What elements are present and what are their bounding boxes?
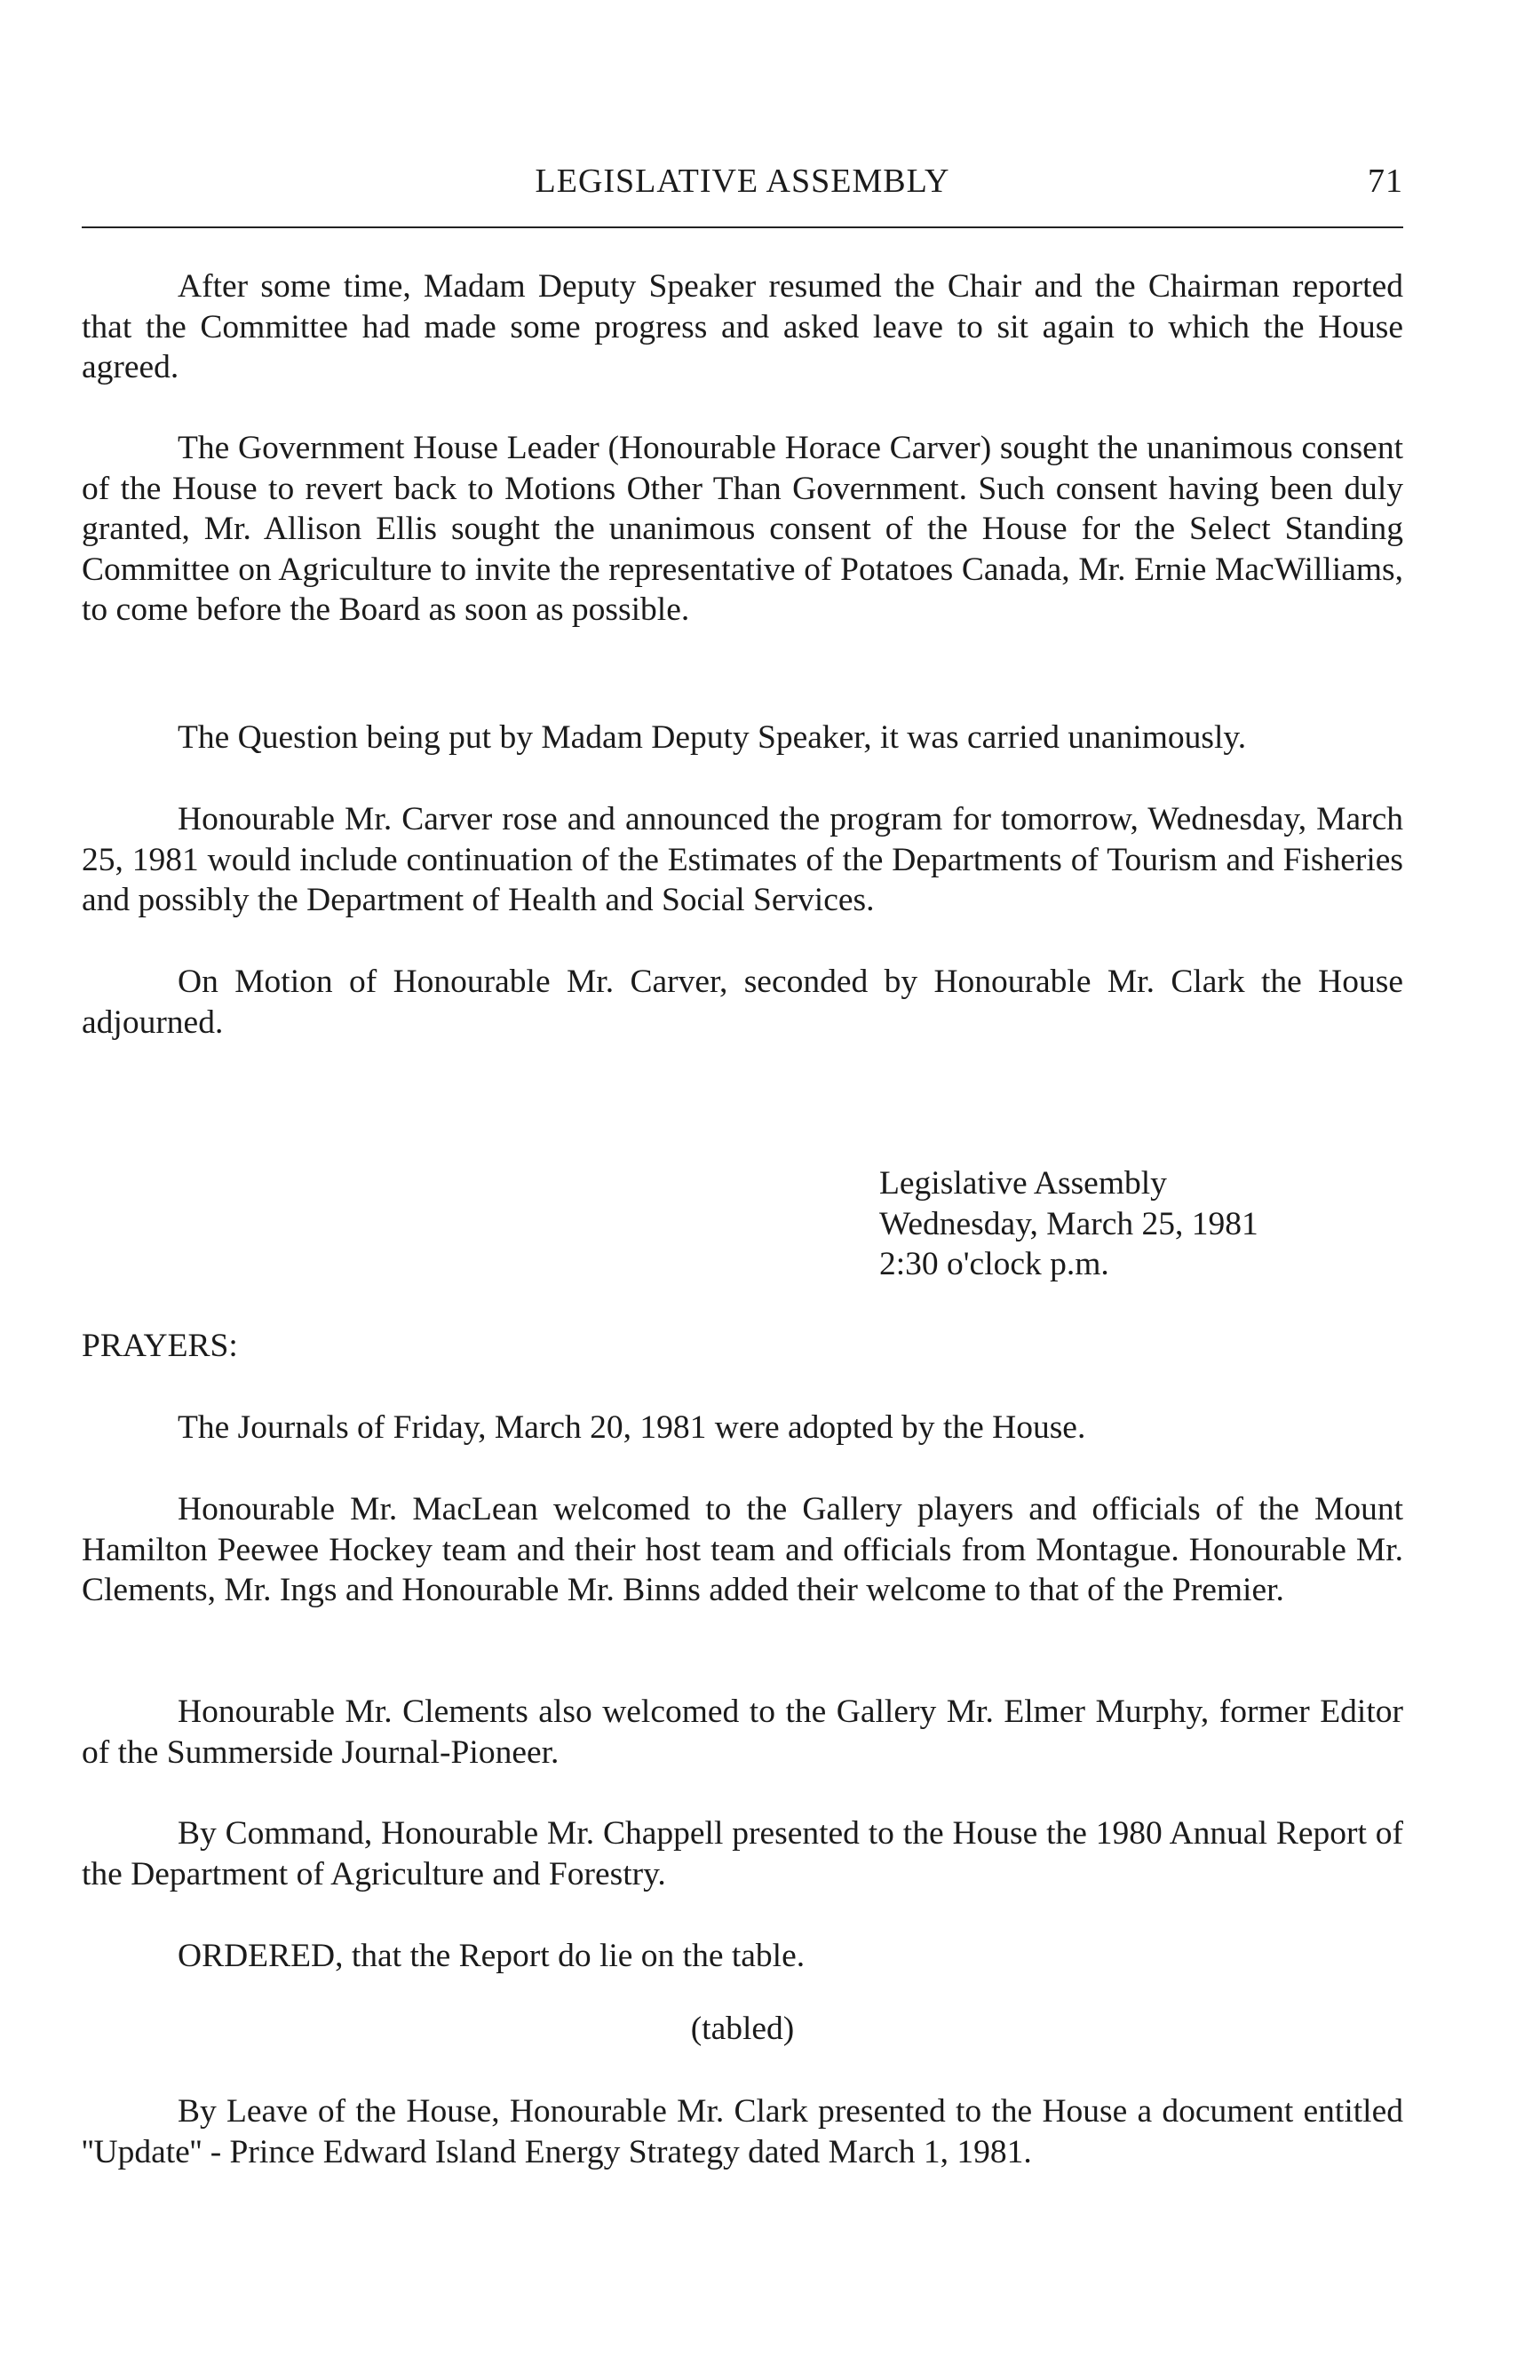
header-rule: [82, 226, 1403, 228]
tabled-note: (tabled): [690, 2011, 795, 2047]
page-number: 71: [1368, 163, 1403, 200]
paragraph-energy-strategy: By Leave of the House, Honourable Mr. Clark presented to the House a document entitled ''Update'' - Prince Edward Island Energy Strategy dated March 1, 1981.: [82, 2093, 1403, 2170]
paragraph-annual-report: By Command, Honourable Mr. Chappell presented to the House the 1980 Annual Report of the Department of Agriculture and Forestry.: [82, 1815, 1403, 1892]
paragraph-question-carried: The Question being put by Madam Deputy Speaker, it was carried unanimously.: [178, 719, 1247, 756]
sitting-dateline: [879, 1163, 1258, 1285]
paragraph-clements-welcome: Honourable Mr. Clements also welcomed to the Gallery Mr. Elmer Murphy, former Editor of the Summerside Journal-Pioneer.: [82, 1694, 1403, 1771]
paragraph-house-adjourned: On Motion of Honourable Mr. Carver, seconded by Honourable Mr. Clark the House adjourned.: [82, 964, 1403, 1041]
header-title: LEGISLATIVE ASSEMBLY: [535, 163, 950, 200]
running-header: [82, 162, 1403, 206]
prayers-label: PRAYERS:: [82, 1328, 238, 1364]
paragraph-program-announcement: Honourable Mr. Carver rose and announced the program for tomorrow, Wednesday, March 25, 1981 would include continuation of the Estimates of the Departments of Tourism and Fisheries and possibly the Department of Health and Social Services.: [82, 801, 1403, 918]
paragraph-journals-adopted: The Journals of Friday, March 20, 1981 were adopted by the House.: [178, 1409, 1086, 1446]
dateline-assembly: Legislative Assembly: [879, 1165, 1167, 1202]
dateline-date: Wednesday, March 25, 1981: [879, 1205, 1258, 1242]
paragraph-gallery-welcome: Honourable Mr. MacLean welcomed to the Gallery players and officials of the Mount Hamilton Peewee Hockey team and their host team and officials from Montague. Honourable Mr. Clements, Mr. Ings and Honourable Mr. Binns added their welcome to that of the Premier.: [82, 1491, 1403, 1608]
dateline-time: 2:30 o'clock p.m.: [879, 1246, 1109, 1282]
paragraph-unanimous-consent: The Government House Leader (Honourable Horace Carver) sought the unanimous consent of the House to revert back to Motions Other Than Government. Such consent having been duly granted, Mr. Allison Ellis sought the unanimous consent of the House for the Select Standing Committee on Agriculture to invite the representative of Potatoes Canada, Mr. Ernie MacWilliams, to come before the Board as soon as possible.: [82, 430, 1403, 628]
paragraph-ordered: ORDERED, that the Report do lie on the table.: [178, 1938, 806, 1974]
paragraph-committee-progress: After some time, Madam Deputy Speaker resumed the Chair and the Chairman reported that the Committee had made some progress and asked leave to sit again to which the House agreed.: [82, 268, 1403, 385]
